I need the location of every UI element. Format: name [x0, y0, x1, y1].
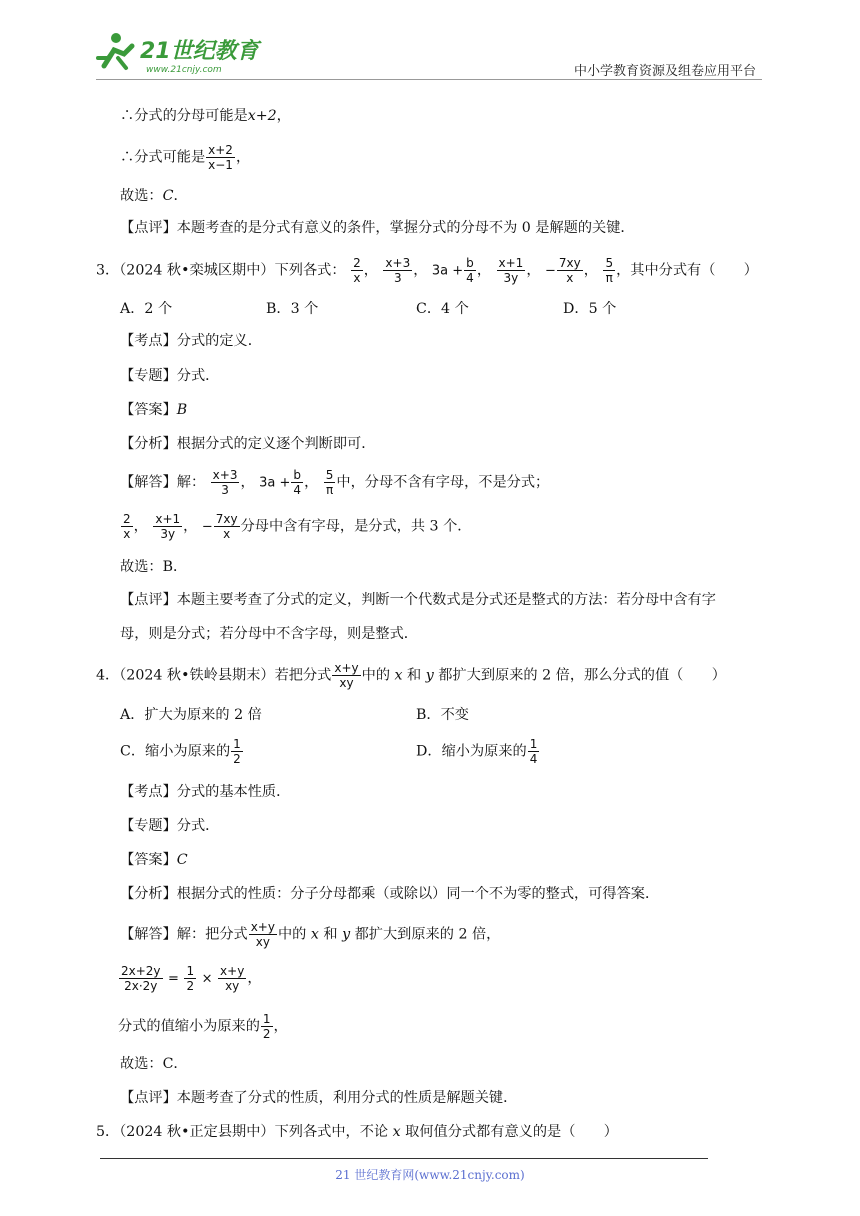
- q4-answer: 【答案】C: [120, 852, 188, 868]
- q4-result: 分式的值缩小为原来的 $\frac{1}{2}$ ，: [118, 1012, 288, 1041]
- block1-line1: ∴分式的分母可能是x+2，: [120, 108, 291, 124]
- q4-option-b: B．不变: [416, 707, 469, 723]
- q4-jieda: 【解答】解：把分式 $\frac{x+y}{xy}$ 中的 x 和 y 都扩大到原来的 2 倍，: [120, 920, 501, 949]
- q3-zhuanti: 【专题】分式．: [120, 368, 220, 384]
- q3-option-a: A．2 个: [120, 301, 173, 317]
- q3-option-b: B．3 个: [266, 301, 319, 317]
- q4-dianping: 【点评】本题考查了分式的性质，利用分式的性质是解题关键．: [120, 1090, 518, 1106]
- q4-fenxi: 【分析】根据分式的性质：分子分母都乘（或除以）同一个不为零的整式，可得答案．: [120, 886, 660, 902]
- question-3-stem: 3．（2024 秋•栾城区期中）下列各式： $\frac{2}{x}$ ， $\frac{x+3}{3}$ ， 3a + $\frac{b}{4}$ ， $\frac{x+1}{3y}$ ， − $\frac{7xy}{x}$ ， $\frac{5}{\pi}$ ，其中分式有（ ）: [96, 256, 758, 285]
- question-5-stem: 5．（2024 秋•正定县期中）下列各式中，不论 x 取何值分式都有意义的是（ ）: [96, 1124, 618, 1140]
- block1-dianping: 【点评】本题考查的是分式有意义的条件，掌握分式的分母不为 0 是解题的关键．: [120, 220, 635, 236]
- footer-divider: [100, 1158, 708, 1159]
- logo-text: 21世纪教育: [140, 39, 259, 64]
- q3-kaodian: 【考点】分式的定义．: [120, 333, 262, 349]
- q4-option-c: C．缩小为原来的 $\frac{1}{2}$: [120, 737, 241, 766]
- q3-dianping-1: 【点评】本题主要考查了分式的定义，判断一个代数式是分式还是整式的方法：若分母中含有字: [120, 592, 716, 608]
- runner-icon: [98, 33, 132, 68]
- q4-option-d: D．缩小为原来的 $\frac{1}{4}$: [416, 737, 538, 766]
- q3-dianping-2: 母，则是分式；若分母中不含字母，则是整式．: [120, 626, 418, 642]
- q3-option-c: C．4 个: [416, 301, 469, 317]
- block1-line3: 故选：C．: [120, 188, 188, 204]
- q3-guxuan: 故选：B．: [120, 559, 188, 575]
- q4-guxuan: 故选：C．: [120, 1056, 188, 1072]
- logo-url: www.21cnjy.com: [146, 65, 222, 75]
- q3-fenxi: 【分析】根据分式的定义逐个判断即可．: [120, 436, 376, 452]
- header-divider: [96, 79, 762, 80]
- block1-line2: ∴分式可能是 $\frac{x+2}{x-1}$ ，: [120, 143, 251, 172]
- footer-link[interactable]: 21 世纪教育网(www.21cnjy.com): [335, 1168, 525, 1182]
- q4-equation: $\frac{2x+2y}{2x\cdot 2y}$ = $\frac{1}{2}$ × $\frac{x+y}{xy}$ ，: [121, 964, 262, 993]
- fraction: $\frac{x+2}{x-1}$: [208, 143, 233, 172]
- q3-jieda-2: $\frac{2}{x}$ ， $\frac{x+1}{3y}$ ， − $\frac{7xy}{x}$ 分母中含有字母，是分式，共 3 个．: [123, 512, 472, 541]
- q3-jieda: 【解答】解： $\frac{x+3}{3}$ ， 3a + $\frac{b}{4}$ ， $\frac{5}{\pi}$ 中，分母不含有字母，不是分式；: [120, 468, 550, 497]
- q3-option-d: D．5 个: [563, 301, 617, 317]
- q4-zhuanti: 【专题】分式．: [120, 818, 220, 834]
- header-platform-name: 中小学教育资源及组卷应用平台: [573, 64, 756, 79]
- q4-option-a: A．扩大为原来的 2 倍: [120, 707, 262, 723]
- site-logo: [96, 28, 266, 80]
- q4-kaodian: 【考点】分式的基本性质．: [120, 784, 291, 800]
- question-4-stem: 4．（2024 秋•铁岭县期末）若把分式 $\frac{x+y}{xy}$ 中的 x 和 y 都扩大到原来的 2 倍，那么分式的值（ ）: [96, 661, 726, 690]
- q3-answer: 【答案】B: [120, 402, 188, 418]
